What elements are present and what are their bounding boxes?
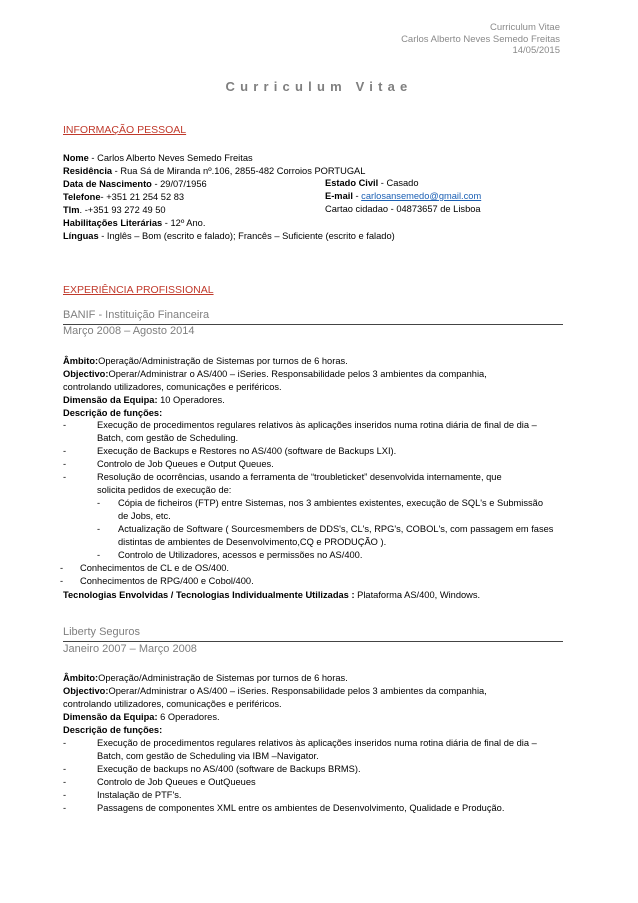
sub-item-cont: distintas de ambientes de Desenvolvimento,CQ e PRODUÇÃO ).: [118, 537, 387, 547]
page-header: [401, 22, 560, 57]
funcao-item-cont: Batch, com gestão de Scheduling.: [97, 433, 239, 443]
job-descricao-label: Descrição de funções:: [63, 408, 163, 418]
line-nascimento: Data de Nascimento - 29/07/1956: [63, 179, 207, 189]
job-dimensao: Dimensão da Equipa: 6 Operadores.: [63, 712, 220, 722]
line-tlm: Tlm. -+351 93 272 49 50: [63, 205, 166, 215]
job-company: Liberty Seguros: [63, 626, 141, 638]
job-period: Janeiro 2007 – Março 2008: [63, 643, 197, 655]
divider: [63, 641, 563, 642]
line-cartao-cidadao: Cartao cidadao - 04873657 de Lisboa: [325, 204, 481, 214]
funcao-item: Execução de procedimentos regulares relativos às aplicações inseridos numa rotina diária de final de dia –: [97, 420, 537, 430]
job-objectivo-cont: controlando utilizadores, comunicações e periféricos.: [63, 382, 282, 392]
line-estado-civil: Estado Civil - Casado: [325, 178, 419, 188]
funcao-item-cont: solicita pedidos de execução de:: [97, 485, 232, 495]
bullet-dash: -: [63, 459, 67, 469]
funcao-item: Controlo de Job Queues e Output Queues.: [97, 459, 274, 469]
bullet-dash: -: [63, 738, 67, 748]
job-ambito: Âmbito:Operação/Administração de Sistemas por turnos de 6 horas.: [63, 356, 348, 366]
conhecimento-item: Conhecimentos de CL e de OS/400.: [80, 563, 230, 573]
job-objectivo: Objectivo:Operar/Administrar o AS/400 – iSeries. Responsabilidade pelos 3 ambientes da companhia,: [63, 686, 487, 696]
job-objectivo: Objectivo:Operar/Administrar o AS/400 – iSeries. Responsabilidade pelos 3 ambientes da companhia,: [63, 369, 487, 379]
funcao-item: Execução de Backups e Restores no AS/400 (software de Backups LXI).: [97, 446, 397, 456]
conhecimento-item: Conhecimentos de RPG/400 e Cobol/400.: [80, 576, 254, 586]
funcao-item: Execução de procedimentos regulares relativos às aplicações inseridos numa rotina diária de final de dia –: [97, 738, 537, 748]
sub-item-cont: de Jobs, etc.: [118, 511, 171, 521]
line-nome: Nome - Carlos Alberto Neves Semedo Freitas: [63, 153, 253, 163]
sub-bullet-dash: -: [97, 498, 101, 508]
funcao-item-cont: Batch, com gestão de Scheduling via IBM –Navigator.: [97, 751, 319, 761]
bullet-dash: -: [63, 420, 67, 430]
line-telefone: Telefone- +351 21 254 52 83: [63, 192, 185, 202]
funcao-item: Controlo de Job Queues e OutQueues: [97, 777, 256, 787]
job-descricao-label: Descrição de funções:: [63, 725, 163, 735]
bullet-dash: -: [63, 764, 67, 774]
bullet-dash: -: [63, 790, 67, 800]
funcao-item: Execução de backups no AS/400 (software de Backups BRMS).: [97, 764, 361, 774]
line-linguas: Línguas - Inglês – Bom (escrito e falado); Francês – Suficiente (escrito e falado): [63, 231, 395, 241]
bullet-dash: -: [60, 563, 64, 573]
job-ambito: Âmbito:Operação/Administração de Sistemas por turnos de 6 horas.: [63, 673, 348, 683]
line-habilitacoes: Habilitações Literárias - 12º Ano.: [63, 218, 206, 228]
job-objectivo-cont: controlando utilizadores, comunicações e periféricos.: [63, 699, 282, 709]
email-link[interactable]: carlosansemedo@gmail.com: [361, 191, 482, 201]
funcao-item: Resolução de ocorrências, usando a ferramenta de “troubleticket” desenvolvida internamente, que: [97, 472, 502, 482]
job-dimensao: Dimensão da Equipa: 10 Operadores.: [63, 395, 225, 405]
bullet-dash: -: [60, 576, 64, 586]
sub-bullet-dash: -: [97, 524, 101, 534]
header-date: 14/05/2015: [512, 45, 560, 56]
bullet-dash: -: [63, 803, 67, 813]
line-email: E-mail - carlosansemedo@gmail.com: [325, 191, 482, 201]
section-experience-heading: EXPERIÊNCIA PROFISSIONAL: [63, 284, 214, 296]
bullet-dash: -: [63, 446, 67, 456]
funcao-item: Passagens de componentes XML entre os ambientes de Desenvolvimento, Qualidade e Produção.: [97, 803, 505, 813]
sub-bullet-dash: -: [97, 550, 101, 560]
funcao-item: Instalação de PTF's.: [97, 790, 182, 800]
sub-item: Cópia de ficheiros (FTP) entre Sistemas, nos 3 ambientes existentes, execução de SQL's e Submissão: [118, 498, 543, 508]
sub-item: Actualização de Software ( Sourcesmembers de DDS's, CL's, RPG's, COBOL's, com passagem em fases: [118, 524, 554, 534]
section-personal-heading: INFORMAÇÃO PESSOAL: [63, 124, 187, 136]
bullet-dash: -: [63, 472, 67, 482]
sub-item: Controlo de Utilizadores, acessos e permissões no AS/400.: [118, 550, 363, 560]
job-company: BANIF - Instituição Financeira: [63, 309, 210, 321]
bullet-dash: -: [63, 777, 67, 787]
line-residencia: Residência - Rua Sá de Miranda nº.106, 2855-482 Corroios PORTUGAL: [63, 166, 366, 176]
job-period: Março 2008 – Agosto 2014: [63, 325, 195, 337]
header-doc: Curriculum Vitae: [489, 22, 560, 33]
document-title: Curriculum Vitae: [225, 79, 413, 94]
job-tecnologias: Tecnologias Envolvidas / Tecnologias Individualmente Utilizadas : Plataforma AS/400, Windows.: [63, 590, 481, 600]
header-name: Carlos Alberto Neves Semedo Freitas: [401, 33, 560, 45]
